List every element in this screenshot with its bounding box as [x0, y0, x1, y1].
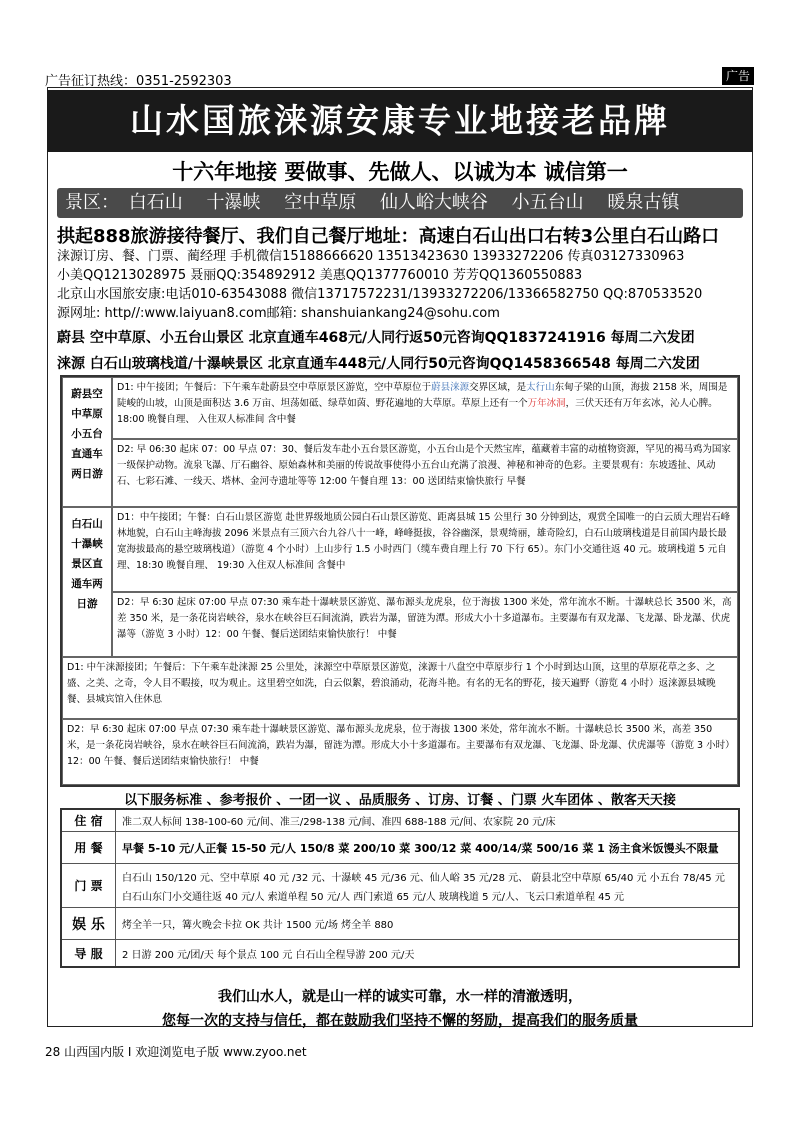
itinerary-day: [112, 377, 738, 439]
service-line: 烤全羊一只，篝火晚会卡拉 OK 共计 1500 元/场 烤全羊 880: [122, 920, 394, 931]
service-value: [122, 940, 734, 966]
service-row: [62, 810, 738, 832]
itinerary-group-label: 蔚县空中草原小五台直通车两日游: [62, 377, 112, 507]
route-laiyuan: 涞源 白石山玻璃栈道/十瀑峡景区 北京直通车448元/人同行50元咨询QQ1458366548 每周二六发团: [57, 356, 700, 372]
scenic-bar: [57, 188, 743, 218]
scenic-item: 小五台山: [511, 192, 584, 213]
scenic-item: 仙人峪大峡谷: [379, 192, 488, 213]
closing-line: 您每一次的支持与信任，都在鼓励我们坚持不懈的努励，提高我们的服务质量: [162, 1013, 638, 1029]
page-footer: 28 山西国内版 I 欢迎浏览电子版 www.zyoo.net: [45, 1045, 307, 1059]
beijing-contact: 北京山水国旅安康:电话010-63543088 微信13717572231/13933272206/13366582750 QQ:870533520: [57, 287, 703, 302]
itinerary-text: 东甸子梁的山顶，海拔 2158 米，周围是陡峻的山坡，山顶是面积达 3.6 万亩、坦荡如砥、绿草如茵、野花遍地的大草原。草原上还有一个: [117, 382, 728, 409]
itinerary-text: D1: 中午接团；午餐后：下午乘车赴蔚县空中草原景区游览，空中草原位于: [117, 382, 432, 393]
itinerary-table: [60, 375, 740, 787]
service-key: 住 宿: [62, 810, 116, 831]
service-line: 早餐 5-10 元/人正餐 15-50 元/人 150/8 菜 200/10 菜 300/12 菜 400/14/菜 500/16 菜 1 汤主食米饭馒头不限量: [122, 841, 719, 855]
ad-hotline: 广告征订热线：0351-2592303: [45, 74, 232, 89]
itinerary-text: ，三伏天还有万年玄冰，沁人心脾。18:00 晚餐自理、 入住双人标准间 含中餐: [117, 398, 718, 425]
services-title: 以下服务标准 、参考报价 、一团一议 、品质服务 、订房、订餐 、门票 火车团体 、散客天天接: [124, 793, 676, 808]
itinerary-text: 交界区域，是: [469, 382, 527, 393]
qq-contacts: 小美QQ1213028975 聂丽QQ:354892912 美惠QQ1377760010 芳芳QQ1360550883: [57, 268, 583, 283]
service-line: 白石山 150/120 元、空中草原 40 元 /32 元、十瀑峡 45 元/36 元、仙人峪 35 元/28 元、 蔚县北空中草原 65/40 元 小五台 78/45 元: [122, 872, 725, 884]
service-value: [122, 908, 734, 939]
closing-line: 我们山水人，就是山一样的诚实可靠，水一样的清澈透明，: [218, 989, 582, 1005]
service-key: 娱 乐: [62, 908, 116, 939]
booking-contact: 涞源订房、餐、门票、蔺经理 手机微信15188666620 13513423630 13933272206 传真03127330963: [57, 249, 685, 264]
services-table: [60, 808, 740, 968]
highlight-text: 蔚县涞源: [431, 382, 470, 393]
highlight-text: 太行山: [526, 382, 555, 393]
service-key: 门 票: [62, 864, 116, 907]
banner-title: 山水国旅涞源安康专业地接老品牌: [47, 90, 753, 152]
itinerary-day: D2: 早 06:30 起床 07：00 早点 07：30、餐后发车赴小五台景区游览，小五台山是个天然宝库，蕴藏着丰富的动植物资源，罕见的褐马鸡为国家一级保护动物。流泉飞瀑、厅石幽谷、原始森林和美丽的传说故事使得小五台山充满了浪漫、神秘和神奇的色彩。主要景观有：东坡透扯、风动石、七彩石滩、一线天、塔林、金河寺遗址等等 12:00 午餐自理 13：00 送团结束愉快旅行 早餐: [112, 439, 738, 507]
service-row: [62, 908, 738, 940]
route-weixian: 蔚县 空中草原、小五台山景区 北京直通车468元/人同行返50元咨询QQ1837241916 每周二六发团: [57, 330, 695, 346]
service-row: [62, 832, 738, 864]
scenic-item: 空中草原: [284, 192, 357, 213]
service-value: [122, 810, 734, 831]
slogan: 十六年地接 要做事、先做人、以诚为本 诚信第一: [172, 160, 628, 184]
service-key: 导 服: [62, 940, 116, 966]
service-row: [62, 940, 738, 966]
service-value: [122, 864, 734, 907]
scenic-label: 景区：: [65, 192, 119, 213]
service-line: 白石山东门小交通往返 40 元/人 索道单程 50 元/人 西门索道 65 元/人 玻璃栈道 5 元/人、飞云口索道单程 45 元: [122, 891, 625, 903]
scenic-item: 白石山: [128, 192, 183, 213]
ad-tag: 广告: [722, 67, 754, 85]
service-row: [62, 864, 738, 908]
service-line: 2 日游 200 元/团/天 每个景点 100 元 白石山全程导游 200 元/天: [122, 949, 415, 961]
itinerary-day: D1: 中午涞源接团；午餐后：下午乘车赴涞源 25 公里处，涞源空中草原景区游览，涞源十八盘空中草原步行 1 个小时到达山顶，这里的草原花草之多、之盛、之美、之奇，令人目不暇接，叹为观止。这里碧空如洗，白云似絮，碧浪涌动，花海斗艳。有名的无名的野花，接天遍野（游览 4 小时）返涞源县城晚餐、县城宾馆入住休息: [62, 657, 738, 719]
scenic-item: 十瀑峡: [206, 192, 261, 213]
itinerary-group-label: 白石山十瀑峡景区直通车两日游: [62, 507, 112, 657]
service-value: [122, 832, 734, 863]
service-key: 用 餐: [62, 832, 116, 863]
itinerary-day: D2：早 6:30 起床 07:00 早点 07:30 乘车赴十瀑峡景区游览、瀑布源头龙虎泉，位于海拔 1300 米处，常年流水不断。十瀑峡总长 3500 米，高差 350 米，是一条花岗岩峡谷，泉水在峡谷巨石间流淌，跌岩为瀑，留涟为潭。形成大小十多道瀑布。主要瀑布有双龙瀑、飞龙瀑、卧龙瀑、伏虎瀑等（游览 3 小时）12：00 午餐、餐后送团结束愉快旅行！ 中餐: [112, 592, 738, 657]
website-email: 源网址: http//:www.laiyuan8.com邮箱: shanshuiankang24@sohu.com: [57, 306, 500, 321]
restaurant-address: 拱起888旅游接待餐厅、我们自己餐厅地址：高速白石山出口右转3公里白石山路口: [57, 226, 720, 247]
itinerary-day: D2：早 6:30 起床 07:00 早点 07:30 乘车赴十瀑峡景区游览、瀑布源头龙虎泉，位于海拔 1300 米处，常年流水不断。十瀑峡总长 3500 米，高差 350 米，是一条花岗岩峡谷，泉水在峡谷巨石间流淌，跌岩为瀑，留涟为潭。形成大小十多道瀑布。主要瀑布有双龙瀑、飞龙瀑、卧龙瀑、伏虎瀑等（游览 3 小时）12：00 午餐、餐后送团结束愉快旅行！ 中餐: [62, 719, 738, 785]
service-line: 准二双人标间 138-100-60 元/间、准三/298-138 元/间、准四 688-188 元/间、农家院 20 元/床: [122, 817, 556, 828]
highlight-text: 万年冰洞: [527, 398, 566, 409]
itinerary-day: D1：中午接团；午餐：白石山景区游览 赴世界级地质公园白石山景区游览、距离县城 15 公里行 30 分钟到达，观赏全国唯一的白云质大理岩石峰林地貌，白石山主峰海拔 2096 米景点有三顶六台九谷八十一峰，峰峰挺拔，谷谷幽深，景观绮丽，雄奇险幻，白石山玻璃栈道是目前国内最长最宽海拔最高的悬空玻璃栈道）（游览 4 个小时）上山步行 1.5 小时西门（缆车费自理上行 70 下行 65）。东门小交通往返 40 元。玻璃栈道 5 元自理、18:30 晚餐自理、 19:30 入住双人标准间 含餐中: [112, 507, 738, 592]
scenic-item: 暖泉古镇: [607, 192, 680, 213]
